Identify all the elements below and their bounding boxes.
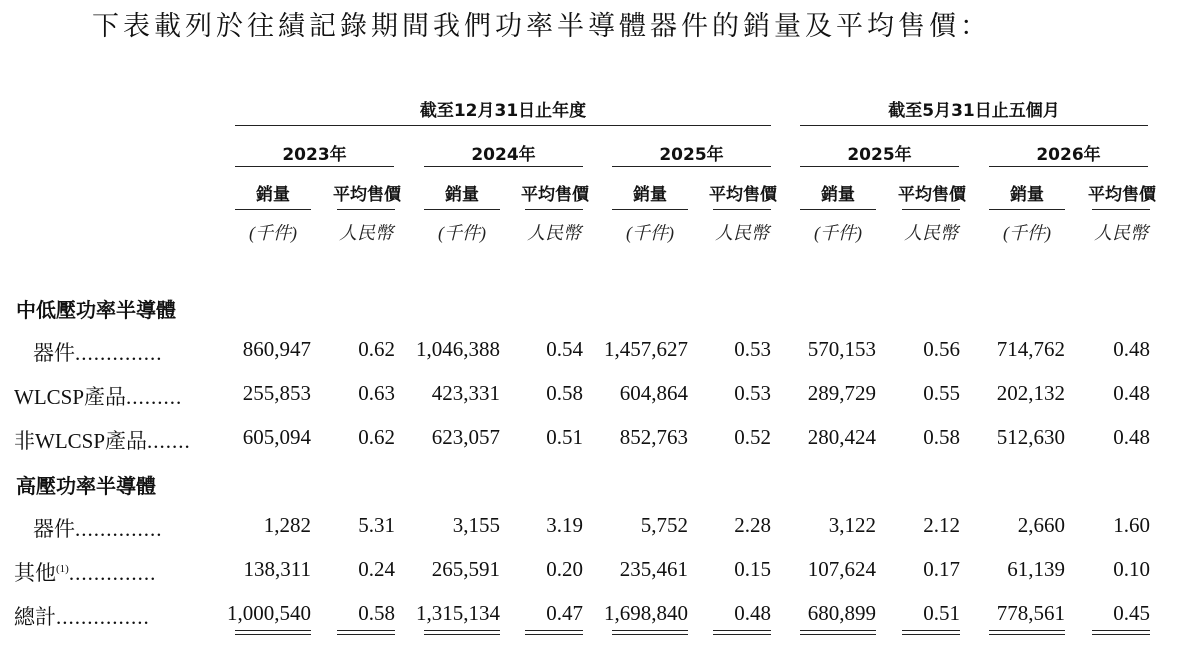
year-rule: [800, 166, 959, 167]
cell-volume: 1,282: [263, 513, 311, 537]
year-rule: [989, 166, 1148, 167]
cell-price: 5.31: [358, 513, 395, 537]
cell-price: 0.47: [546, 601, 583, 625]
col-header-volume: 銷量: [1010, 185, 1044, 205]
cell-volume: 1,000,540: [227, 601, 311, 625]
cell-price: 2.12: [923, 513, 960, 537]
group-header-month: 截至5月31日止五個月: [888, 101, 1060, 121]
cell-volume: 605,094: [242, 425, 311, 449]
cell-volume: 2,660: [1017, 513, 1065, 537]
cell-volume: 860,947: [242, 337, 311, 361]
cell-price: 2.28: [734, 513, 771, 537]
row-label-low-devices: 器件..............: [33, 341, 163, 365]
cell-volume: 680,899: [807, 601, 876, 625]
cell-price: 0.48: [734, 601, 771, 625]
col-rule: [989, 209, 1065, 210]
year-header: 2025年: [659, 145, 724, 165]
total-double-rule: [337, 630, 395, 635]
cell-price: 3.19: [546, 513, 583, 537]
cell-price: 0.56: [923, 337, 960, 361]
year-header: 2026年: [1036, 145, 1101, 165]
year-rule: [235, 166, 394, 167]
unit-price: 人民幣: [904, 223, 958, 243]
year-header: 2024年: [471, 145, 536, 165]
cell-volume: 235,461: [619, 557, 688, 581]
total-double-rule: [800, 630, 876, 635]
total-double-rule: [902, 630, 960, 635]
unit-price: 人民幣: [339, 223, 393, 243]
unit-volume: (千件): [1003, 223, 1051, 243]
cell-volume: 714,762: [996, 337, 1065, 361]
total-double-rule: [713, 630, 771, 635]
cell-volume: 778,561: [996, 601, 1065, 625]
year-header: 2025年: [847, 145, 912, 165]
unit-volume: (千件): [249, 223, 297, 243]
col-header-volume: 銷量: [821, 185, 855, 205]
cell-volume: 265,591: [431, 557, 500, 581]
row-label-high-devices: 器件..............: [33, 517, 163, 541]
cell-price: 0.48: [1113, 337, 1150, 361]
cell-volume: 1,046,388: [416, 337, 500, 361]
cell-price: 0.51: [546, 425, 583, 449]
row-label-others: 其他$^{(1)}$..............: [14, 561, 157, 585]
row-label-total: 總計...............: [14, 605, 150, 629]
group-rule-year: [235, 125, 771, 126]
cell-price: 0.51: [923, 601, 960, 625]
cell-price: 0.45: [1113, 601, 1150, 625]
cell-price: 0.53: [734, 381, 771, 405]
col-header-price: 平均售價: [333, 185, 401, 205]
unit-price: 人民幣: [1094, 223, 1148, 243]
cell-volume: 3,122: [828, 513, 876, 537]
year-header: 2023年: [282, 145, 347, 165]
col-header-price: 平均售價: [521, 185, 589, 205]
footnote-marker: (1): [56, 563, 69, 575]
cell-price: 0.17: [923, 557, 960, 581]
cell-price: 0.58: [358, 601, 395, 625]
cell-price: 0.15: [734, 557, 771, 581]
col-rule: [525, 209, 583, 210]
cell-volume: 280,424: [807, 425, 876, 449]
cell-volume: 623,057: [431, 425, 500, 449]
cell-volume: 512,630: [996, 425, 1065, 449]
year-rule: [424, 166, 583, 167]
unit-volume: (千件): [438, 223, 486, 243]
cell-price: 0.48: [1113, 381, 1150, 405]
total-double-rule: [1092, 630, 1150, 635]
cell-volume: 570,153: [807, 337, 876, 361]
cell-price: 0.63: [358, 381, 395, 405]
section-low-voltage: 中低壓功率半導體: [16, 298, 176, 322]
cell-price: 0.62: [358, 425, 395, 449]
cell-volume: 107,624: [807, 557, 876, 581]
intro-text: 下表載列於往績記錄期間我們功率半導體器件的銷量及平均售價：: [92, 11, 991, 41]
cell-volume: 138,311: [243, 557, 311, 581]
unit-price: 人民幣: [715, 223, 769, 243]
col-header-price: 平均售價: [898, 185, 966, 205]
cell-price: 0.58: [546, 381, 583, 405]
cell-volume: 289,729: [807, 381, 876, 405]
cell-price: 0.58: [923, 425, 960, 449]
row-label-non-wlcsp: 非WLCSP產品.......: [14, 429, 191, 453]
cell-price: 1.60: [1113, 513, 1150, 537]
cell-volume: 604,864: [619, 381, 688, 405]
group-rule-month: [800, 125, 1148, 126]
cell-price: 0.52: [734, 425, 771, 449]
cell-volume: 1,315,134: [416, 601, 500, 625]
unit-volume: (千件): [814, 223, 862, 243]
total-double-rule: [525, 630, 583, 635]
col-rule: [902, 209, 960, 210]
cell-price: 0.10: [1113, 557, 1150, 581]
cell-volume: 255,853: [242, 381, 311, 405]
cell-volume: 5,752: [640, 513, 688, 537]
col-rule: [800, 209, 876, 210]
col-header-price: 平均售價: [1088, 185, 1156, 205]
row-label-wlcsp: WLCSP產品.........: [14, 385, 183, 409]
cell-volume: 1,698,840: [604, 601, 688, 625]
cell-price: 0.55: [923, 381, 960, 405]
total-double-rule: [989, 630, 1065, 635]
col-header-volume: 銷量: [445, 185, 479, 205]
cell-price: 0.54: [546, 337, 583, 361]
total-double-rule: [424, 630, 500, 635]
col-header-price: 平均售價: [709, 185, 777, 205]
col-rule: [337, 209, 395, 210]
cell-price: 0.53: [734, 337, 771, 361]
year-rule: [612, 166, 771, 167]
col-rule: [424, 209, 500, 210]
cell-volume: 61,139: [1007, 557, 1065, 581]
group-header-year: 截至12月31日止年度: [419, 101, 587, 121]
section-high-voltage: 高壓功率半導體: [16, 474, 156, 498]
total-double-rule: [235, 630, 311, 635]
col-header-volume: 銷量: [256, 185, 290, 205]
cell-price: 0.20: [546, 557, 583, 581]
total-double-rule: [612, 630, 688, 635]
cell-volume: 423,331: [431, 381, 500, 405]
col-rule: [235, 209, 311, 210]
cell-volume: 1,457,627: [604, 337, 688, 361]
col-rule: [713, 209, 771, 210]
col-rule: [1092, 209, 1150, 210]
cell-price: 0.48: [1113, 425, 1150, 449]
unit-price: 人民幣: [527, 223, 581, 243]
cell-volume: 3,155: [452, 513, 500, 537]
cell-price: 0.24: [358, 557, 395, 581]
col-rule: [612, 209, 688, 210]
cell-price: 0.62: [358, 337, 395, 361]
col-header-volume: 銷量: [633, 185, 667, 205]
unit-volume: (千件): [626, 223, 674, 243]
cell-volume: 852,763: [619, 425, 688, 449]
cell-volume: 202,132: [996, 381, 1065, 405]
